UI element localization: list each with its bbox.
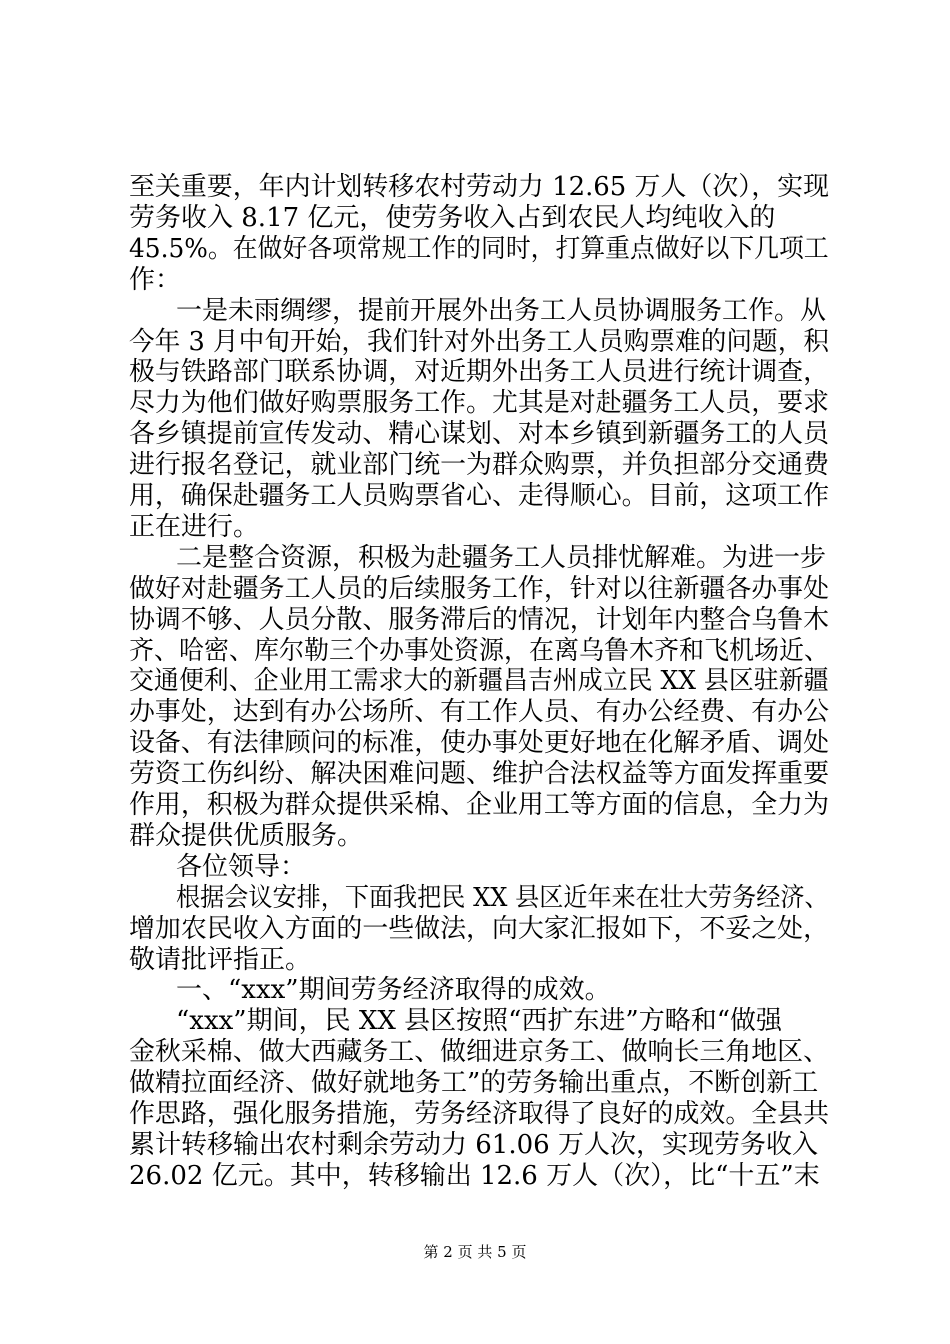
- paragraph-line: 45.5%。在做好各项常规工作的同时，打算重点做好以下几项工: [129, 233, 829, 264]
- paragraph-line: 至关重要，年内计划转移农村劳动力 12.65 万人（次），实现: [129, 172, 830, 202]
- paragraph-line: 齐、哈密、库尔勒三个办事处资源，在离乌鲁木齐和飞机场近、: [129, 635, 829, 666]
- paragraph-line: “xxx”期间，民 XX 县区按照“西扩东进”方略和“做强: [176, 1006, 782, 1037]
- paragraph-line: 累计转移输出农村剩余劳动力 61.06 万人次，实现劳务收入: [129, 1129, 818, 1160]
- paragraph-line: 26.02 亿元。其中，转移输出 12.6 万人（次），比“十五”末: [129, 1160, 820, 1191]
- paragraph-line: 根据会议安排，下面我把民 XX 县区近年来在壮大劳务经济、: [176, 882, 829, 913]
- paragraph-line: 作：: [129, 264, 182, 295]
- paragraph-line: 劳务收入 8.17 亿元，使劳务收入占到农民人均纯收入的: [129, 202, 776, 233]
- paragraph-line: 作用，积极为群众提供采棉、企业用工等方面的信息，全力为: [129, 790, 830, 820]
- paragraph-line: 增加农民收入方面的一些做法，向大家汇报如下，不妥之处，: [129, 913, 830, 944]
- paragraph-line: 劳资工伤纠纷、解决困难问题、维护合法权益等方面发挥重要: [129, 759, 830, 790]
- paragraph-line: 用，确保赴疆务工人员购票省心、走得顺心。目前，这项工作: [129, 481, 830, 511]
- paragraph-line: 尽力为他们做好购票服务工作。尤其是对赴疆务工人员，要求: [129, 388, 830, 419]
- paragraph-line: 二是整合资源，积极为赴疆务工人员排忧解难。为进一步: [176, 542, 827, 573]
- paragraph-line: 敬请批评指正。: [129, 944, 312, 975]
- paragraph-line: 交通便利、企业用工需求大的新疆昌吉州成立民 XX 县区驻新疆: [129, 666, 829, 697]
- paragraph-line: 进行报名登记，就业部门统一为群众购票，并负担部分交通费: [129, 450, 830, 481]
- paragraph-line: 金秋采棉、做大西藏务工、做细进京务工、做响长三角地区、: [129, 1037, 830, 1068]
- paragraph-line: 作思路，强化服务措施，劳务经济取得了良好的成效。全县共: [129, 1099, 830, 1129]
- paragraph-line: 做精拉面经济、做好就地务工”的劳务输出重点，不断创新工: [129, 1068, 819, 1099]
- paragraph-line: 各乡镇提前宣传发动、精心谋划、对本乡镇到新疆务工的人员: [129, 419, 830, 450]
- section-heading: 一、“xxx”期间劳务经济取得的成效。: [176, 975, 611, 1006]
- paragraph-line: 群众提供优质服务。: [129, 820, 364, 851]
- paragraph-line: 极与铁路部门联系协调，对近期外出务工人员进行统计调查，: [129, 357, 830, 388]
- paragraph-line: 设备、有法律顾问的标准，使办事处更好地在化解矛盾、调处: [129, 728, 830, 759]
- page-footer: 第 2 页 共 5 页: [423, 1243, 527, 1261]
- paragraph-line: 正在进行。: [129, 511, 260, 542]
- paragraph-line: 办事处，达到有办公场所、有工作人员、有办公经费、有办公: [129, 697, 830, 728]
- paragraph-line: 今年 3 月中旬开始，我们针对外出务工人员购票难的问题，积: [129, 326, 830, 357]
- paragraph-line: 协调不够、人员分散、服务滞后的情况，计划年内整合乌鲁木: [129, 604, 830, 635]
- paragraph-line: 做好对赴疆务工人员的后续服务工作，针对以往新疆各办事处: [129, 573, 830, 604]
- paragraph-line: 一是未雨绸缪，提前开展外出务工人员协调服务工作。从: [176, 295, 827, 326]
- salutation-line: 各位领导：: [176, 851, 307, 882]
